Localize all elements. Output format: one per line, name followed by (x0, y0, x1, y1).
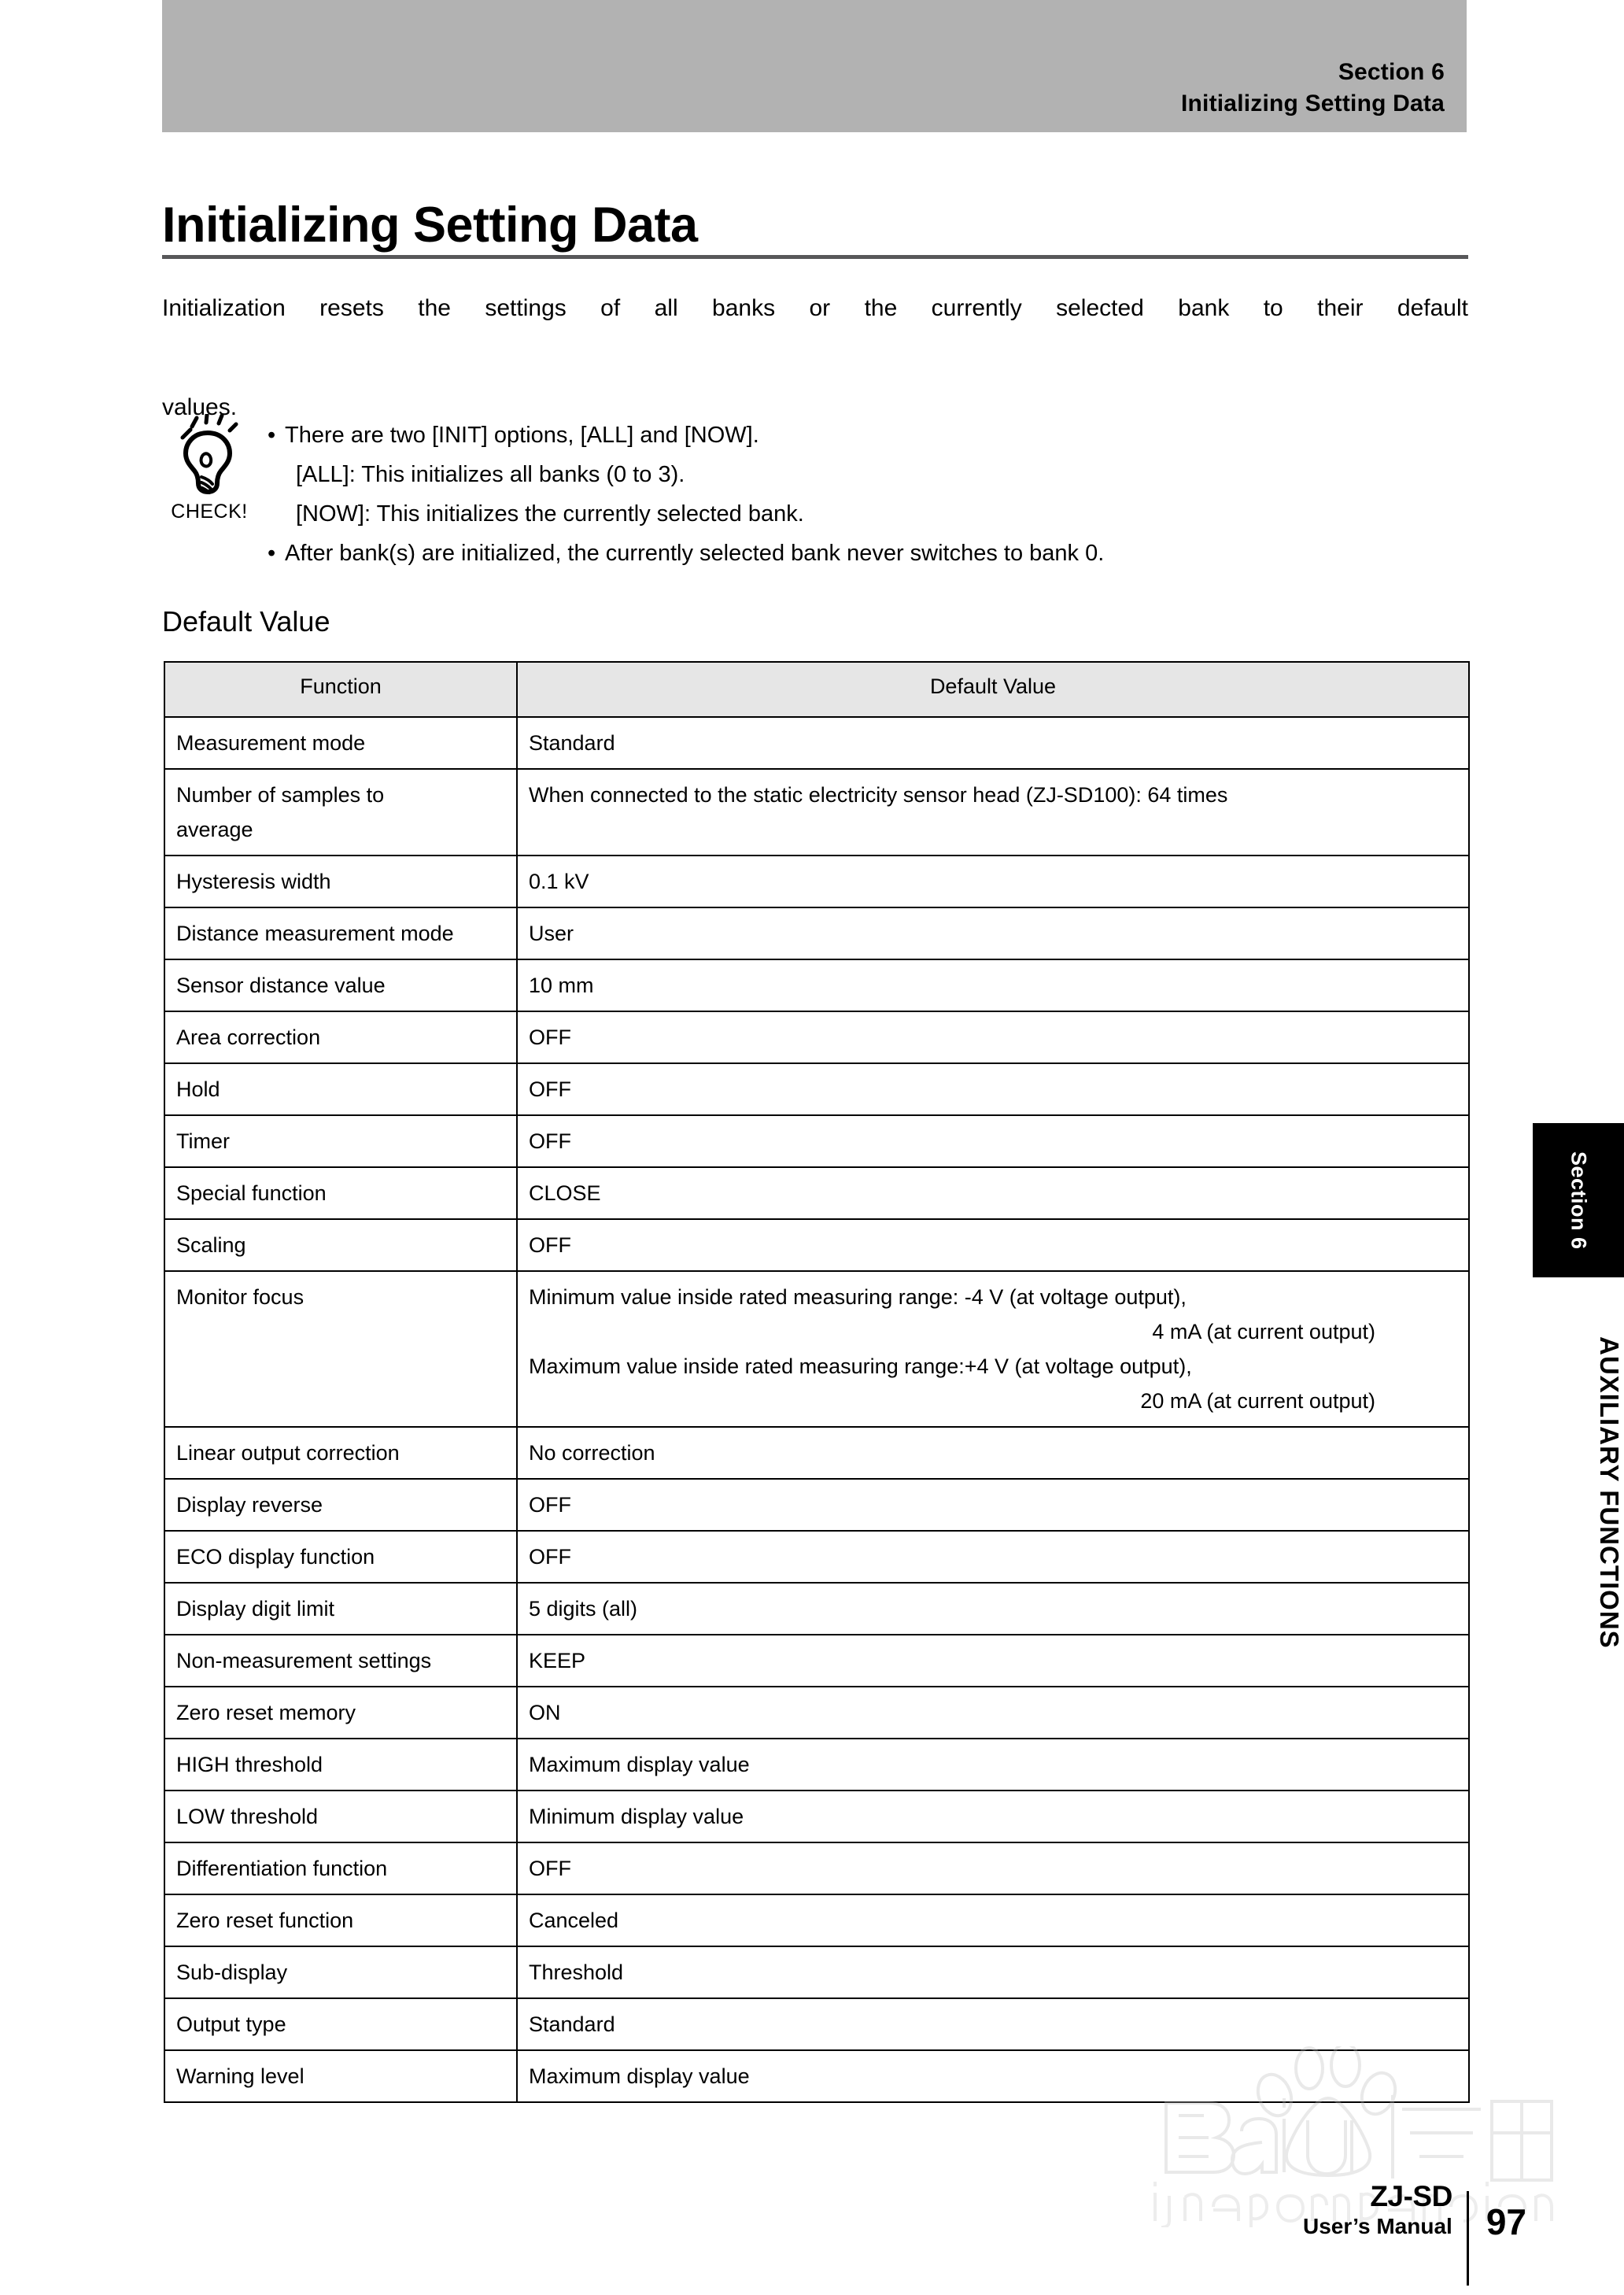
cell-function: Special function (164, 1167, 517, 1219)
default-value-table (164, 661, 1470, 2103)
cell-function: LOW threshold (164, 1791, 517, 1842)
cell-default-value: Maximum display value (517, 1739, 1469, 1791)
cell-default-value: 10 mm (517, 959, 1469, 1011)
intro-line-2: values. (162, 394, 238, 420)
note-sub-all: [ALL]: This initializes all banks (0 to 3). (296, 462, 685, 487)
side-tab-section: Section 6 (1567, 1151, 1591, 1250)
cell-function: Linear output correction (164, 1427, 517, 1479)
cell-default-value: ON (517, 1687, 1469, 1739)
side-tab-chapter-label: AUXILIARY FUNCTIONS (1595, 1336, 1624, 1649)
cell-line: average (176, 818, 253, 841)
cell-function: Warning level (164, 2050, 517, 2102)
footer-subtitle: User’s Manual (1302, 2214, 1452, 2238)
cell-default-value: Canceled (517, 1894, 1469, 1946)
cell-default-value: OFF (517, 1479, 1469, 1531)
cell-default-value: OFF (517, 1063, 1469, 1115)
table-header-row (164, 662, 1469, 717)
check-icon-group (154, 409, 264, 523)
cell-function: Sub-display (164, 1946, 517, 1998)
running-header-band (162, 0, 1467, 132)
table-row (164, 1115, 1469, 1167)
page-title: Initializing Setting Data (162, 198, 698, 253)
cell-default-value: Standard (517, 1998, 1469, 2050)
cell-function: Hold (164, 1063, 517, 1115)
column-header-function: Function (164, 662, 517, 717)
table-row (164, 1011, 1469, 1063)
table-row (164, 1842, 1469, 1894)
cell-function: Sensor distance value (164, 959, 517, 1011)
running-header-text (1181, 57, 1445, 120)
cell-function: Non-measurement settings (164, 1635, 517, 1687)
cell-default-value: OFF (517, 1219, 1469, 1271)
table-row (164, 1219, 1469, 1271)
cell-default-value: CLOSE (517, 1167, 1469, 1219)
cell-function: ECO display function (164, 1531, 517, 1583)
cell-default-value: Threshold (517, 1946, 1469, 1998)
running-header-section: Section 6 (1338, 59, 1445, 85)
cell-function: Timer (164, 1115, 517, 1167)
cell-function: Measurement mode (164, 717, 517, 769)
cell-function: HIGH threshold (164, 1739, 517, 1791)
cell-function: Monitor focus (164, 1271, 517, 1427)
cell-default-value: OFF (517, 1842, 1469, 1894)
cell-default-value: OFF (517, 1115, 1469, 1167)
lightbulb-icon (172, 414, 247, 502)
table-row (164, 1427, 1469, 1479)
page-footer (928, 2180, 1526, 2240)
table-row (164, 1687, 1469, 1739)
cell-default-value: OFF (517, 1531, 1469, 1583)
cell-default-value: Maximum display value (517, 2050, 1469, 2102)
table-row (164, 1271, 1469, 1427)
table-row (164, 1063, 1469, 1115)
check-label: CHECK! (171, 501, 248, 523)
cell-line: 4 mA (at current output) (1152, 1320, 1375, 1343)
cell-function: Output type (164, 1998, 517, 2050)
check-note-block (154, 409, 1468, 573)
table-row (164, 1998, 1469, 2050)
cell-line: 20 mA (at current output) (1140, 1389, 1375, 1413)
table-row (164, 717, 1469, 769)
table-body (164, 717, 1469, 2102)
table-row (164, 2050, 1469, 2102)
cell-function: Zero reset function (164, 1894, 517, 1946)
cell-function: Differentiation function (164, 1842, 517, 1894)
cell-line: Number of samples to (176, 783, 385, 807)
cell-function: Distance measurement mode (164, 907, 517, 959)
table-row (164, 1583, 1469, 1635)
table-row (164, 1635, 1469, 1687)
column-header-default-value: Default Value (517, 662, 1469, 717)
section-heading-default-value: Default Value (162, 605, 330, 638)
cell-default-value (517, 1271, 1469, 1427)
cell-default-value: OFF (517, 1011, 1469, 1063)
table-row (164, 856, 1469, 907)
cell-function: Scaling (164, 1219, 517, 1271)
cell-default-value: No correction (517, 1427, 1469, 1479)
table-row (164, 959, 1469, 1011)
cell-default-value: Standard (517, 717, 1469, 769)
table-row (164, 1946, 1469, 1998)
cell-function: Area correction (164, 1011, 517, 1063)
note-bullet-2: • After bank(s) are initialized, the currently selected bank never switches to bank 0. (264, 534, 1468, 573)
check-note-text (264, 409, 1468, 573)
cell-function (164, 769, 517, 856)
footer-model: ZJ-SD (1370, 2180, 1452, 2212)
intro-line-1: Initialization resets the settings of all banks or the currently selected bank to their default (162, 295, 1468, 321)
cell-line: Maximum value inside rated measuring range:+4 V (at voltage output), (529, 1354, 1192, 1378)
cell-function: Zero reset memory (164, 1687, 517, 1739)
table-row (164, 1894, 1469, 1946)
cell-default-value: 0.1 kV (517, 856, 1469, 907)
table-row (164, 1791, 1469, 1842)
footer-manual-title (1303, 2180, 1467, 2240)
table-row (164, 1479, 1469, 1531)
cell-default-value: Minimum display value (517, 1791, 1469, 1842)
running-header-title: Initializing Setting Data (1180, 91, 1445, 116)
table-row (164, 1739, 1469, 1791)
table-row (164, 1531, 1469, 1583)
table-row (164, 1167, 1469, 1219)
note-sub-now: [NOW]: This initializes the currently selected bank. (296, 501, 804, 527)
cell-default-value: When connected to the static electricity sensor head (ZJ-SD100): 64 times (517, 769, 1469, 856)
cell-function: Display digit limit (164, 1583, 517, 1635)
table-row (164, 907, 1469, 959)
cell-line: Minimum value inside rated measuring range: -4 V (at voltage output), (529, 1285, 1187, 1309)
cell-default-value: 5 digits (all) (517, 1583, 1469, 1635)
page-number: 97 (1486, 2201, 1526, 2242)
cell-function: Display reverse (164, 1479, 517, 1531)
title-divider (162, 255, 1468, 259)
cell-default-value: User (517, 907, 1469, 959)
cell-function: Hysteresis width (164, 856, 517, 907)
table-row (164, 769, 1469, 856)
cell-default-value: KEEP (517, 1635, 1469, 1687)
note-bullet-1: • There are two [INIT] options, [ALL] and [NOW]. (264, 416, 1468, 455)
